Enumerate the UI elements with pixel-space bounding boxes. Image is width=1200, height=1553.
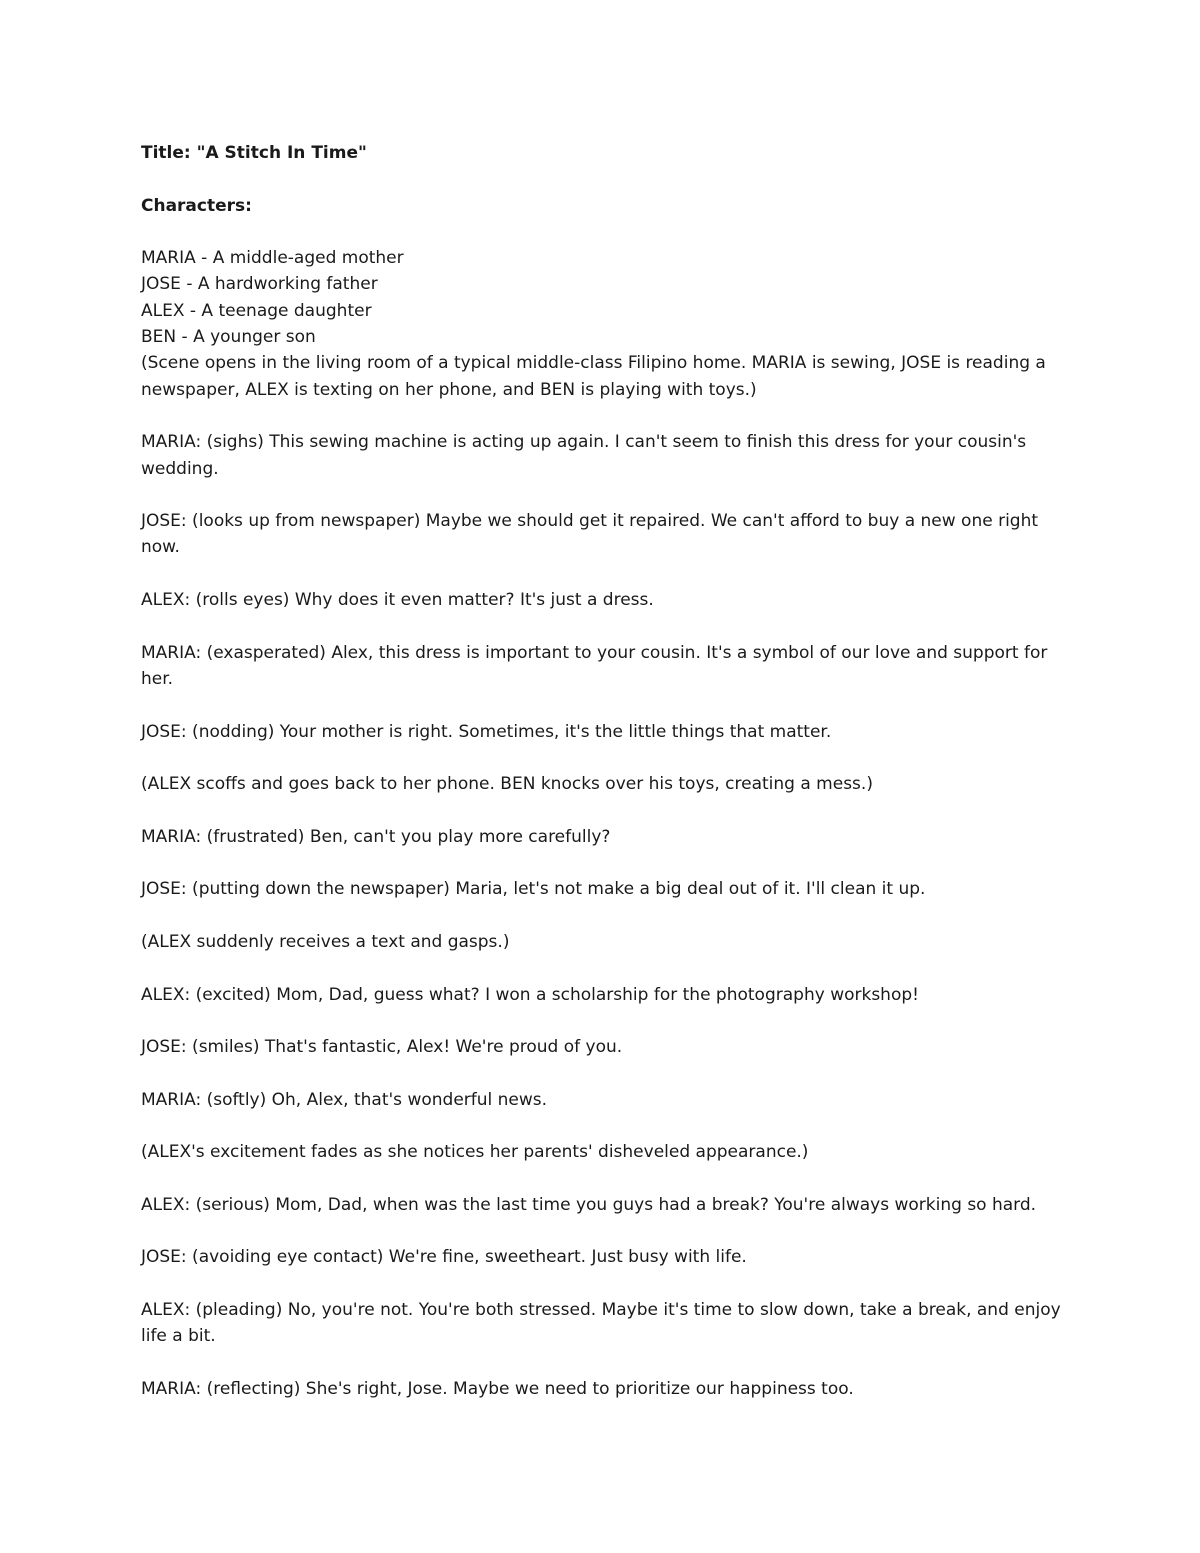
dialogue-line: ALEX: (rolls eyes) Why does it even matter? It's just a dress. [141,590,654,611]
character-entry: JOSE - A hardworking father [141,274,378,295]
dialogue-line: JOSE: (smiles) That's fantastic, Alex! We're proud of you. [141,1037,623,1058]
spacer [141,1350,1061,1376]
dialogue-line: JOSE: (nodding) Your mother is right. Sometimes, it's the little things that matter. [141,721,832,742]
spacer [141,692,1061,718]
character-entry: MARIA - A middle-aged mother [141,248,404,269]
characters-heading: Characters: [141,195,252,216]
spacer [141,1271,1061,1297]
dialogue-line: JOSE: (looks up from newspaper) Maybe we should get it repaired. We can't afford to buy a new one right now. [141,511,1039,558]
dialogue-line: MARIA: (reflecting) She's right, Jose. Maybe we need to prioritize our happiness too. [141,1378,854,1399]
dialogue-line: ALEX: (excited) Mom, Dad, guess what? I won a scholarship for the photography workshop! [141,984,919,1005]
spacer [141,903,1061,929]
character-entry: BEN - A younger son [141,327,316,348]
spacer [141,613,1061,639]
spacer [141,561,1061,587]
spacer [141,850,1061,876]
spacer [141,482,1061,508]
stage-direction: (ALEX suddenly receives a text and gasps.) [141,931,510,952]
script-title: Title: "A Stitch In Time" [141,143,367,163]
spacer [141,1166,1061,1192]
character-entry: ALEX - A teenage daughter [141,300,372,321]
spacer [141,1008,1061,1034]
spacer [141,1113,1061,1139]
dialogue-line: MARIA: (exasperated) Alex, this dress is important to your cousin. It's a symbol of our love and support for her. [141,642,1048,689]
dialogue-line: MARIA: (frustrated) Ben, can't you play more carefully? [141,826,611,847]
spacer [141,166,1061,192]
stage-direction: (ALEX's excitement fades as she notices her parents' disheveled appearance.) [141,1142,809,1163]
dialogue-line: JOSE: (putting down the newspaper) Maria, let's not make a big deal out of it. I'll clean it up. [141,879,926,900]
spacer [141,403,1061,429]
stage-direction: (ALEX scoffs and goes back to her phone. BEN knocks over his toys, creating a mess.) [141,774,873,795]
spacer [141,1218,1061,1244]
dialogue-line: MARIA: (softly) Oh, Alex, that's wonderful news. [141,1089,548,1110]
spacer [141,1060,1061,1086]
stage-direction: (Scene opens in the living room of a typical middle-class Filipino home. MARIA is sewing, JOSE is reading a newspaper, ALEX is texting on her phone, and BEN is playing with toys.) [141,353,1046,400]
dialogue-line: MARIA: (sighs) This sewing machine is acting up again. I can't seem to finish this dress for your cousin's wedding. [141,432,1027,479]
dialogue-line: ALEX: (pleading) No, you're not. You're both stressed. Maybe it's time to slow down, take a break, and enjoy life a bit. [141,1300,1061,1347]
spacer [141,955,1061,981]
document-page [141,140,1061,1402]
spacer [141,797,1061,823]
spacer [141,745,1061,771]
spacer [141,219,1061,245]
dialogue-line: JOSE: (avoiding eye contact) We're fine, sweetheart. Just busy with life. [141,1247,747,1268]
dialogue-line: ALEX: (serious) Mom, Dad, when was the last time you guys had a break? You're always working so hard. [141,1194,1037,1215]
